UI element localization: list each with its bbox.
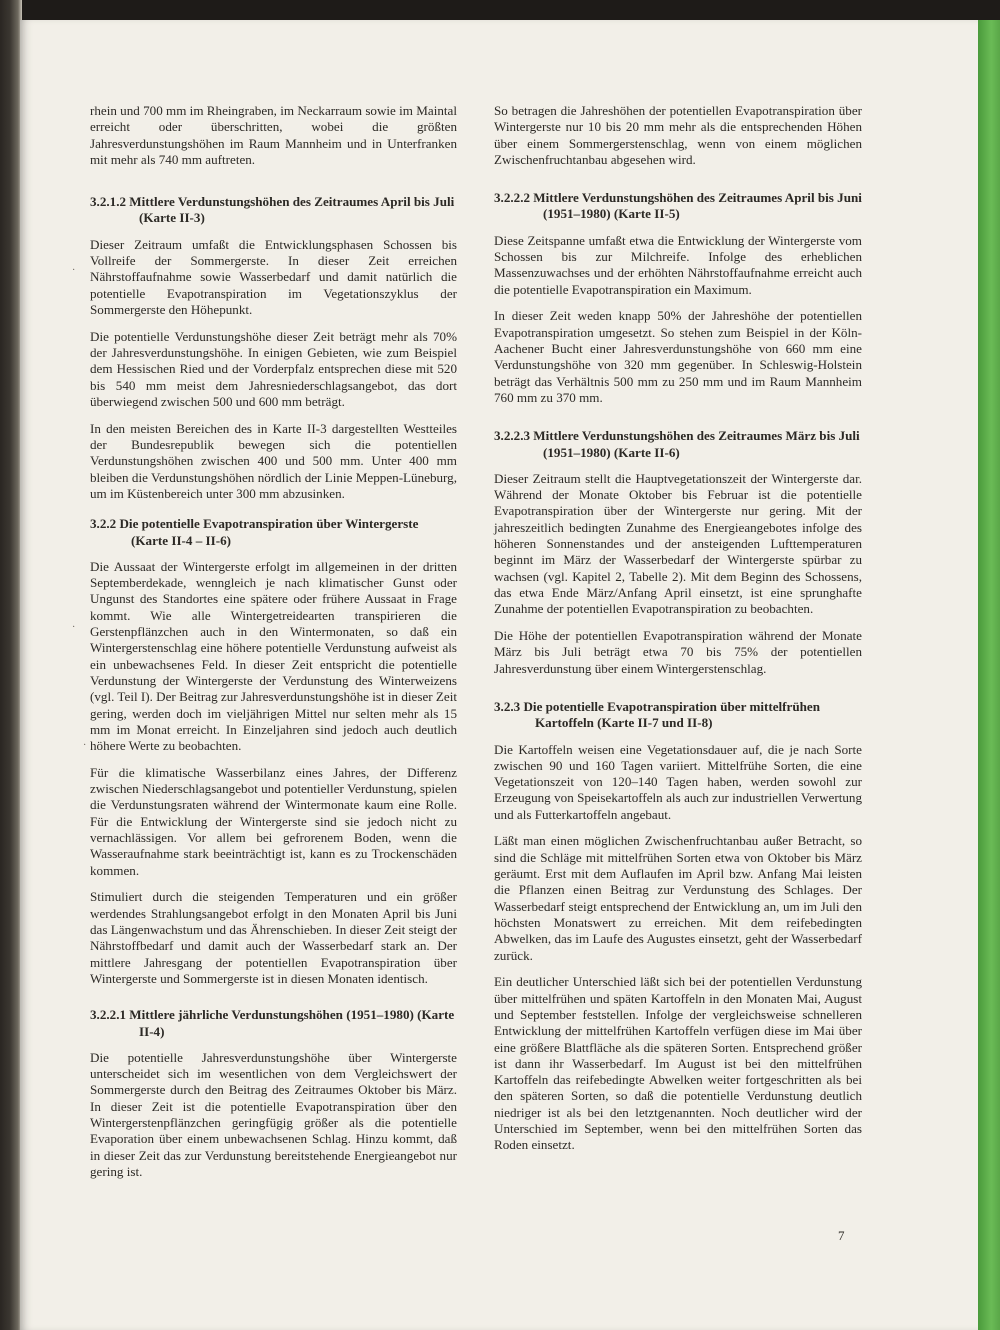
section-heading — [494, 190, 862, 223]
margin-mark: · — [72, 265, 76, 276]
margin-mark: · — [72, 622, 76, 633]
section-heading — [494, 699, 862, 732]
paragraph: Diese Zeitspanne umfaßt etwa die Entwicklung der Wintergerste vom Schossen bis zur Milchreife. Infolge des erheblichen Massenzuwachses und der erhöhten Nährstoffaufnahme erreicht auch die potentielle Evapotranspiration ein Maximum. — [494, 232, 862, 297]
paragraph: Die Aussaat der Wintergerste erfolgt im allgemeinen in der dritten Septemberdekade, wenngleich je nach klimatischer Gunst oder Ungunst des Standortes eine spätere oder frühere Aussaat in Frage kommt. Wie alle Wintergetreidearten transpirieren die Gerstenpflänzchen auch in den Wintermonaten, so daß ein Wintergerstenschlag eine höhere potentielle Verdunstung aufweist als ein unbewachsenes Feld. In dieser Zeit entspricht die potentielle Verdunstung der Wintergerste der Verdunstung des Winterweizens (vgl. Teil I). Der Beitrag zur Jahresverdunstungshöhe ist in dieser Zeit gering, werden doch im vieljährigen Mittel nur selten mehr als 15 mm im Monat erreicht. In Einzeljahren sind jedoch auch deutlich höhere Werte zu beobachten. — [90, 558, 457, 754]
paragraph: Die Höhe der potentiellen Evapotranspiration während der Monate März bis Juli beträgt etwa 70 bis 75% der potentiellen Jahresverdunstung über einem Wintergerstenschlag. — [494, 628, 862, 676]
section-title: Mittlere jährliche Verdunstungshöhen (1951–1980) (Karte II-4) — [129, 1007, 455, 1039]
paragraph: In dieser Zeit weden knapp 50% der Jahreshöhe der potentiellen Evapotranspiration umgesetzt. So stehen zum Beispiel in der Köln-Aachener Bucht einer Jahresverdunstungshöhe von 660 mm eine Verdunstungshöhe von 320 mm gegenüber. In Schleswig-Holstein beträgt das Verhältnis 500 mm zu 250 mm und im Raum Mannheim 760 mm zu 370 mm. — [494, 308, 862, 405]
paragraph: Ein deutlicher Unterschied läßt sich bei der potentiellen Verdunstung über mittelfrühen und späten Kartoffeln in den Monaten Mai, August und September feststellen. Infolge der vergleichsweise schnelleren Entwicklung der mittelfrühen Kartoffeln verfügen diese im Mai über eine größere Blattfläche als die späteren Sorten. Entsprechend größer ist dann ihr Wasserbedarf. Im August ist bei den mittelfrühen Kartoffeln das reifebedingte Abwelken weiter fortgeschritten als bei den späteren Sorten, so daß die potentielle Verdunstung deutlich niedriger ist als bei den letztgenannten. Noch deutlicher wird der Unterschied im September, wenn bei den mittelfrühen Sorten das Roden einsetzt. — [494, 974, 862, 1153]
margin-mark: · — [83, 740, 87, 751]
adjacent-page-edge — [0, 0, 22, 1330]
paragraph: rhein und 700 mm im Rheingraben, im Neckarraum sowie im Maintal erreicht oder überschritten, wobei die größten Jahresverdunstungshöhen im Raum Mannheim und in Unterfranken mit mehr als 740 mm auftreten. — [90, 103, 457, 167]
paragraph: So betragen die Jahreshöhen der potentiellen Evapotranspiration über Wintergerste nur 10 bis 20 mm mehr als die entsprechenden Höhen über einem Sommergerstenschlag, wenn von einem möglichen Zwischenfruchtanbau abgesehen wird. — [494, 103, 862, 167]
section-title: Die potentielle Evapotranspiration über Wintergerste (Karte II-4 – II-6) — [119, 516, 419, 548]
section-title: Mittlere Verdunstungshöhen des Zeitraumes April bis Juni (1951–1980) (Karte II-5) — [533, 190, 862, 222]
section-number: 3.2.3 — [494, 698, 521, 714]
section-number: 3.2.2 — [90, 516, 117, 532]
left-text-column — [90, 103, 457, 1191]
section-heading — [90, 1007, 457, 1040]
paragraph: Die Kartoffeln weisen eine Vegetationsdauer auf, die je nach Sorte zwischen 90 und 160 Tagen variiert. Mittelfrühe Sorten, die eine Vegetationszeit von 120–140 Tagen haben, werden sowohl zur Erzeugung von Speisekartoffeln als auch zur industriellen Verwertung und als Futterkartoffeln angebaut. — [494, 741, 862, 822]
section-title: Mittlere Verdunstungshöhen des Zeitraumes April bis Juli (Karte II-3) — [129, 194, 455, 226]
paragraph: Die potentielle Jahresverdunstungshöhe über Wintergerste unterscheidet sich im wesentlichen von dem Vergleichswert der Sommergerste durch den Beitrag des Zeitraumes Oktober bis März. In dieser Zeit ist die potentielle Evapotranspiration über den Wintergerstenpflänzchen geringfügig größer als die potentielle Evaporation über einem unbewachsenen Schlag. Hinzu kommt, daß in dieser Zeit das zur Verdunstung bereitstehende Energieangebot nur gering ist. — [90, 1049, 457, 1179]
paragraph: In den meisten Bereichen des in Karte II-3 dargestellten Westteiles der Bundesrepublik bewegen sich die potentiellen Verdunstungshöhen zwischen 400 und 500 mm. Unter 400 mm bleiben die Verdunstungshöhen nördlich der Linie Meppen-Lüneburg, um im Küstenbereich unter 300 mm abzusinken. — [90, 420, 457, 501]
section-number: 3.2.2.1 — [90, 1007, 127, 1023]
section-heading — [494, 428, 862, 461]
paragraph: Dieser Zeitraum umfaßt die Entwicklungsphasen Schossen bis Vollreife der Sommergerste. In dieser Zeit erreichen Nährstoffaufnahme sowie Wasserbedarf und damit natürlich die potentielle Evapotranspiration im Vegetationszyklus der Sommergerste den Höhepunkt. — [90, 236, 457, 317]
paragraph: Die potentielle Verdunstungshöhe dieser Zeit beträgt mehr als 70% der Jahresverdunstungshöhe. In einigen Gebieten, wie zum Beispiel dem Hessischen Ried und der Vorderpfalz entsprechen diese mit 520 bis 540 mm meist dem Jahresniederschlagsangebot, das dort überwiegend zwischen 500 und 600 mm beträgt. — [90, 328, 457, 409]
green-edge-strip — [978, 20, 1000, 1330]
section-number: 3.2.2.3 — [494, 428, 531, 444]
paragraph: Dieser Zeitraum stellt die Hauptvegetationszeit der Wintergerste dar. Während der Monate Oktober bis Februar ist die potentielle Evapotranspiration über der Wintergerste nur gering. Mit der jahreszeitlich bedingten Zunahme des Energieangebotes infolge des höheren Sonnenstandes und der ansteigenden Lufttemperaturen beginnt im März der Wasserbedarf der Wintergerste spürbar zu wachsen (vgl. Kapitel 2, Tabelle 2). Mit dem Beginn des Schossens, das etwa Ende März/Anfang April einsetzt, ist eine sprunghafte Zunahme der potentiellen Evapotranspiration zu beobachten. — [494, 470, 862, 617]
section-number: 3.2.1.2 — [90, 194, 127, 210]
right-text-column — [494, 103, 862, 1164]
section-heading — [90, 516, 457, 549]
section-heading — [90, 194, 457, 227]
paragraph: Stimuliert durch die steigenden Temperaturen und ein größer werdendes Strahlungsangebot erfolgt in den Monaten April bis Juni das Längenwachstum und das Ährenschieben. In dieser Zeit steigt der Nährstoffbedarf und damit auch der Wasserbedarf stark an. Der mittlere Jahresgang der potentiellen Evapotranspiration über Wintergerste und Sommergerste ist in diesen Monaten identisch. — [90, 889, 457, 986]
paragraph: Läßt man einen möglichen Zwischenfruchtanbau außer Betracht, so sind die Schläge mit mittelfrühen Sorten etwa von Oktober bis März geräumt. Erst mit dem Auflaufen im April bzw. Anfang Mai leisten die Pflanzen einen Beitrag zur Verdunstung des Schlages. Der Wasserbedarf steigt entsprechend der Entwicklung an, um im Juli den höchsten Monatswert zu erreichen. Mit dem reifebedingten Abwelken, das im Laufe des Augustes einsetzt, geht der Wasserbedarf zurück. — [494, 833, 862, 963]
section-title: Mittlere Verdunstungshöhen des Zeitraumes März bis Juli (1951–1980) (Karte II-6) — [533, 428, 860, 460]
page-number: 7 — [838, 1228, 845, 1243]
section-title: Die potentielle Evapotranspiration über mittelfrühen Kartoffeln (Karte II-7 und II-8) — [523, 698, 821, 731]
section-number: 3.2.2.2 — [494, 190, 531, 206]
paragraph: Für die klimatische Wasserbilanz eines Jahres, der Differenz zwischen Niederschlagsangebot und potentieller Verdunstung, spielen die Verdunstungsraten während der Wintermonate kaum eine Rolle. Für die Entwicklung der Wintergerste sind sie jedoch nicht zu vernachlässigen. Vor allem bei gefrorenem Boden, wenn die Wasseraufnahme stark beeinträchtigt ist, kann es zu Trockenschäden kommen. — [90, 764, 457, 878]
